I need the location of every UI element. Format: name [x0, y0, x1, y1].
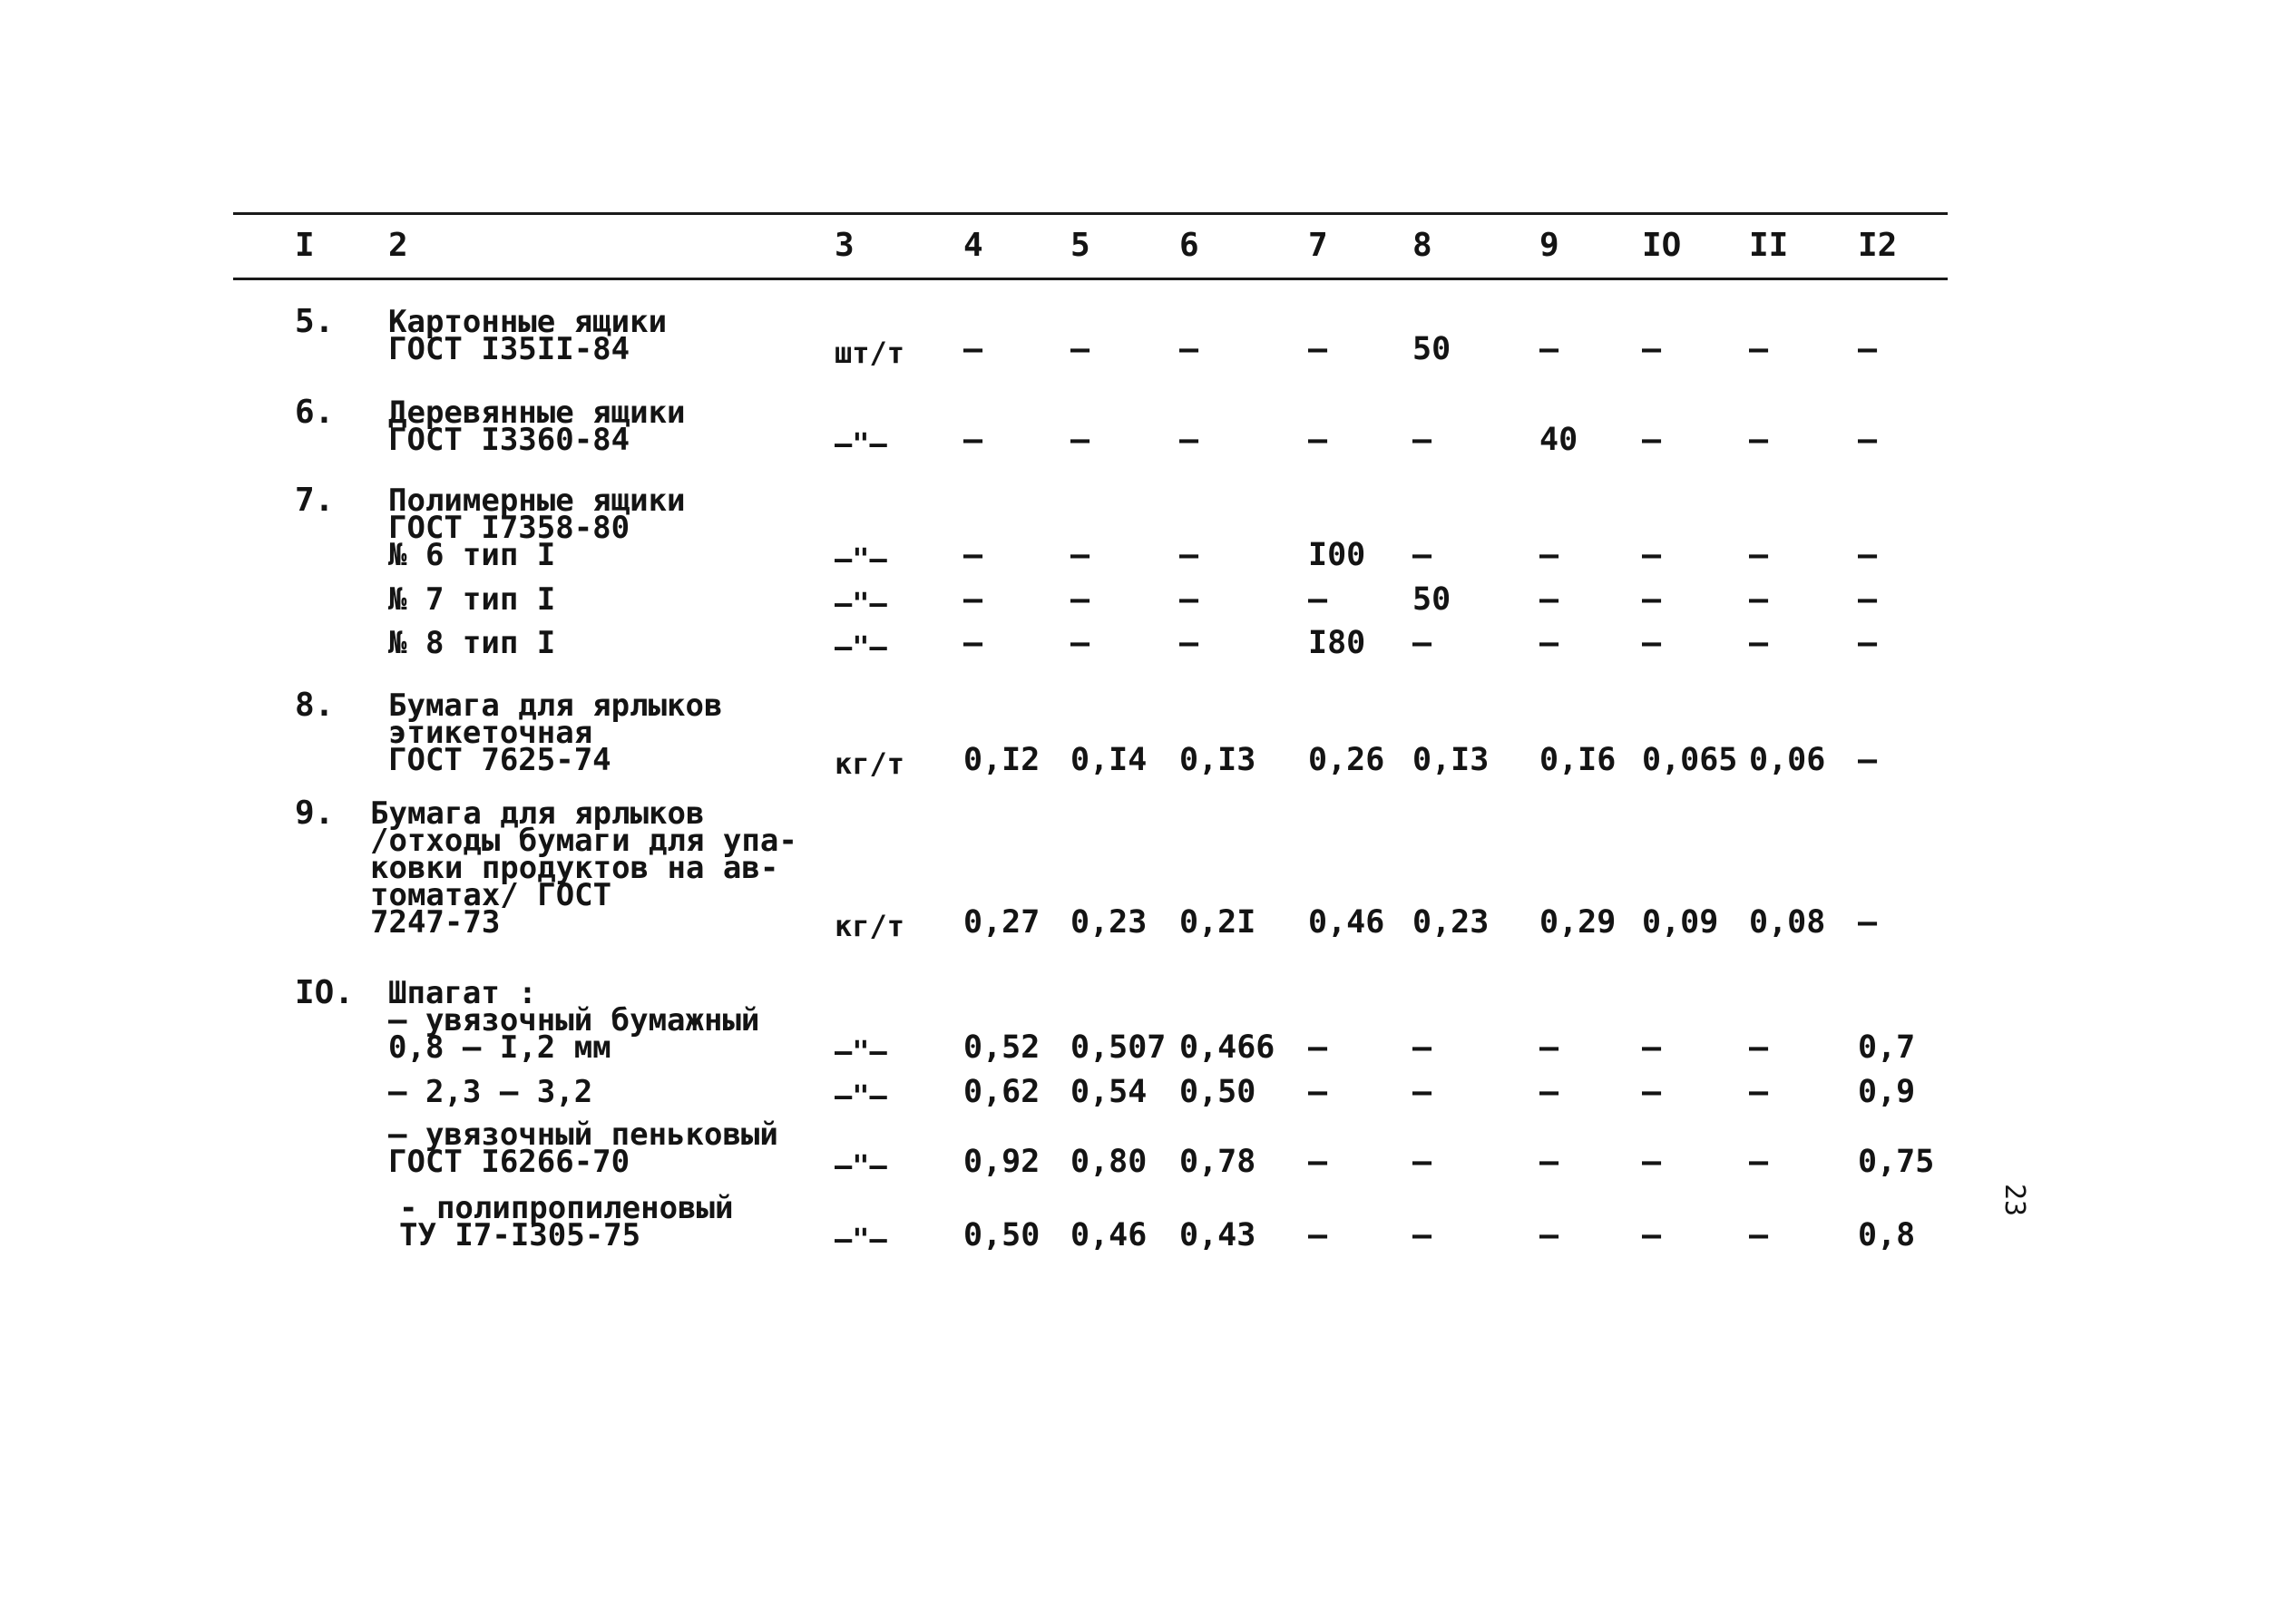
value-cell: – — [1308, 581, 1328, 618]
column-header-1: I — [295, 227, 315, 264]
value-cell: 0,I2 — [963, 742, 1041, 778]
value-cell: 0,46 — [1308, 904, 1385, 941]
value-cell: – — [1179, 625, 1199, 661]
value-cell: – — [963, 537, 983, 573]
row-number: 6. — [295, 394, 335, 431]
value-cell: 0,80 — [1070, 1144, 1148, 1180]
subrow-label: № 8 тип I — [388, 625, 556, 661]
value-cell: – — [1642, 1029, 1662, 1066]
column-header-12: I2 — [1858, 227, 1898, 264]
value-cell: – — [1539, 331, 1559, 367]
column-header-9: 9 — [1539, 227, 1559, 264]
row-description-line: томатах/ ГОСТ — [370, 877, 612, 913]
value-cell: 0,52 — [963, 1029, 1041, 1066]
value-cell: – — [1539, 1217, 1559, 1253]
value-cell: – — [1749, 1144, 1769, 1180]
value-cell: – — [963, 581, 983, 618]
value-cell: I00 — [1308, 537, 1366, 573]
column-header-2: 2 — [388, 227, 408, 264]
subrow-label: 0,8 – I,2 мм — [388, 1029, 611, 1066]
value-cell: 40 — [1539, 422, 1578, 458]
value-cell: – — [1412, 1217, 1432, 1253]
value-cell: – — [1749, 625, 1769, 661]
value-cell: – — [1308, 1074, 1328, 1110]
unit-cell: –"– — [835, 1078, 887, 1113]
row-description-line: /отходы бумаги для упа- — [370, 823, 797, 859]
unit-cell: –"– — [835, 1034, 887, 1068]
value-cell: – — [1858, 625, 1878, 661]
value-cell: 0,I4 — [1070, 742, 1148, 778]
value-cell: 0,507 — [1070, 1029, 1167, 1066]
value-cell: – — [1308, 1144, 1328, 1180]
value-cell: – — [1858, 904, 1878, 941]
column-header-7: 7 — [1308, 227, 1328, 264]
value-cell: – — [1749, 581, 1769, 618]
value-cell: – — [1308, 422, 1328, 458]
subrow-label: № 6 тип I — [388, 537, 556, 573]
value-cell: 0,50 — [963, 1217, 1041, 1253]
value-cell: – — [1642, 1074, 1662, 1110]
table-header-rule — [233, 278, 1948, 280]
table-top-rule — [233, 212, 1948, 215]
value-cell: 0,06 — [1749, 742, 1826, 778]
value-cell: – — [1179, 422, 1199, 458]
value-cell: 0,50 — [1179, 1074, 1256, 1110]
value-cell: – — [1070, 537, 1090, 573]
value-cell: 0,09 — [1642, 904, 1719, 941]
value-cell: 0,23 — [1070, 904, 1148, 941]
value-cell: – — [1308, 1029, 1328, 1066]
value-cell: – — [1179, 331, 1199, 367]
value-cell: 0,I6 — [1539, 742, 1617, 778]
value-cell: – — [1539, 625, 1559, 661]
value-cell: – — [1642, 1217, 1662, 1253]
subrow-label-line: – увязочный пеньковый — [388, 1117, 778, 1153]
column-header-8: 8 — [1412, 227, 1432, 264]
value-cell: – — [1179, 537, 1199, 573]
value-cell: I80 — [1308, 625, 1366, 661]
value-cell: 0,27 — [963, 904, 1041, 941]
value-cell: 0,2I — [1179, 904, 1256, 941]
value-cell: 0,I3 — [1412, 742, 1490, 778]
value-cell: – — [1858, 331, 1878, 367]
value-cell: – — [1749, 1029, 1769, 1066]
row-description-line: ковки продуктов на ав- — [370, 850, 779, 886]
row-number: 7. — [295, 482, 335, 519]
value-cell: – — [963, 625, 983, 661]
unit-cell: –"– — [835, 1148, 887, 1183]
unit-cell: –"– — [835, 426, 887, 461]
value-cell: 0,29 — [1539, 904, 1617, 941]
row-description-line: Бумага для ярлыков — [370, 795, 705, 832]
value-cell: – — [1858, 581, 1878, 618]
value-cell: 0,08 — [1749, 904, 1826, 941]
page-number: 23 — [1998, 1184, 2030, 1217]
value-cell: – — [1412, 1029, 1432, 1066]
subrow-label: – 2,3 – 3,2 — [388, 1074, 593, 1110]
column-header-10: IO — [1642, 227, 1682, 264]
subrow-label: № 7 тип I — [388, 581, 556, 618]
column-header-6: 6 — [1179, 227, 1199, 264]
value-cell: – — [1749, 1074, 1769, 1110]
value-cell: – — [1749, 331, 1769, 367]
value-cell: – — [1412, 422, 1432, 458]
value-cell: 0,46 — [1070, 1217, 1148, 1253]
value-cell: – — [1642, 581, 1662, 618]
value-cell: – — [1070, 625, 1090, 661]
value-cell: – — [1642, 625, 1662, 661]
value-cell: 0,54 — [1070, 1074, 1148, 1110]
value-cell: – — [1642, 331, 1662, 367]
value-cell: – — [1539, 1144, 1559, 1180]
value-cell: – — [1642, 1144, 1662, 1180]
value-cell: 0,43 — [1179, 1217, 1256, 1253]
value-cell: 0,466 — [1179, 1029, 1275, 1066]
row-description-line: Бумага для ярлыков — [388, 687, 723, 724]
value-cell: – — [1412, 625, 1432, 661]
value-cell: 0,75 — [1858, 1144, 1935, 1180]
value-cell: 50 — [1412, 581, 1451, 618]
unit-cell: –"– — [835, 541, 887, 576]
column-header-5: 5 — [1070, 227, 1090, 264]
value-cell: – — [1749, 537, 1769, 573]
subrow-label-line: - полипропиленовый — [399, 1190, 734, 1226]
value-cell: 0,62 — [963, 1074, 1041, 1110]
unit-cell: кг/т — [835, 746, 905, 781]
unit-cell: шт/т — [835, 336, 905, 370]
row-description-line: этикеточная — [388, 715, 593, 751]
row-number: 5. — [295, 303, 335, 340]
value-cell: – — [1179, 581, 1199, 618]
value-cell: – — [1412, 537, 1432, 573]
value-cell: – — [1308, 1217, 1328, 1253]
value-cell: 0,23 — [1412, 904, 1490, 941]
value-cell: – — [1858, 422, 1878, 458]
row-description-line: Картонные ящики — [388, 304, 668, 340]
value-cell: – — [1412, 1144, 1432, 1180]
value-cell: – — [1749, 422, 1769, 458]
subrow-label-line: ТУ I7-I305-75 — [399, 1217, 641, 1253]
row-description-line: 7247-73 — [370, 904, 501, 941]
value-cell: – — [1539, 537, 1559, 573]
unit-cell: кг/т — [835, 909, 905, 943]
value-cell: – — [1858, 742, 1878, 778]
row-number: 8. — [295, 687, 335, 724]
value-cell: – — [1858, 537, 1878, 573]
row-number: 9. — [295, 795, 335, 832]
value-cell: – — [1070, 422, 1090, 458]
value-cell: 0,9 — [1858, 1074, 1916, 1110]
row-description-line: Шпагат : — [388, 975, 537, 1011]
row-description-line: Полимерные ящики — [388, 483, 686, 519]
row-number: IO. — [295, 974, 355, 1011]
row-description-line: ГОСТ I35II-84 — [388, 331, 630, 367]
unit-cell: –"– — [835, 629, 887, 664]
value-cell: 0,26 — [1308, 742, 1385, 778]
value-cell: – — [1412, 1074, 1432, 1110]
row-description-line: ГОСТ 7625-74 — [388, 742, 611, 778]
row-description-line: Деревянные ящики — [388, 395, 686, 431]
value-cell: 0,78 — [1179, 1144, 1256, 1180]
column-header-4: 4 — [963, 227, 983, 264]
value-cell: 0,92 — [963, 1144, 1041, 1180]
row-description-line: ГОСТ I7358-80 — [388, 510, 630, 546]
value-cell: – — [1070, 581, 1090, 618]
value-cell: 50 — [1412, 331, 1451, 367]
value-cell: – — [1539, 1029, 1559, 1066]
value-cell: – — [1749, 1217, 1769, 1253]
value-cell: – — [1642, 422, 1662, 458]
value-cell: – — [1539, 581, 1559, 618]
subrow-label-line: ГОСТ I6266-70 — [388, 1144, 630, 1180]
value-cell: 0,8 — [1858, 1217, 1916, 1253]
value-cell: – — [963, 331, 983, 367]
value-cell: 0,7 — [1858, 1029, 1916, 1066]
unit-cell: –"– — [835, 1222, 887, 1256]
value-cell: – — [1642, 537, 1662, 573]
value-cell: 0,I3 — [1179, 742, 1256, 778]
column-header-3: 3 — [835, 227, 855, 264]
value-cell: – — [1539, 1074, 1559, 1110]
value-cell: 0,065 — [1642, 742, 1738, 778]
row-description-line: – увязочный бумажный — [388, 1002, 760, 1039]
unit-cell: –"– — [835, 586, 887, 620]
value-cell: – — [963, 422, 983, 458]
value-cell: – — [1070, 331, 1090, 367]
value-cell: – — [1308, 331, 1328, 367]
row-description-line: ГОСТ I3360-84 — [388, 422, 630, 458]
column-header-11: II — [1749, 227, 1789, 264]
